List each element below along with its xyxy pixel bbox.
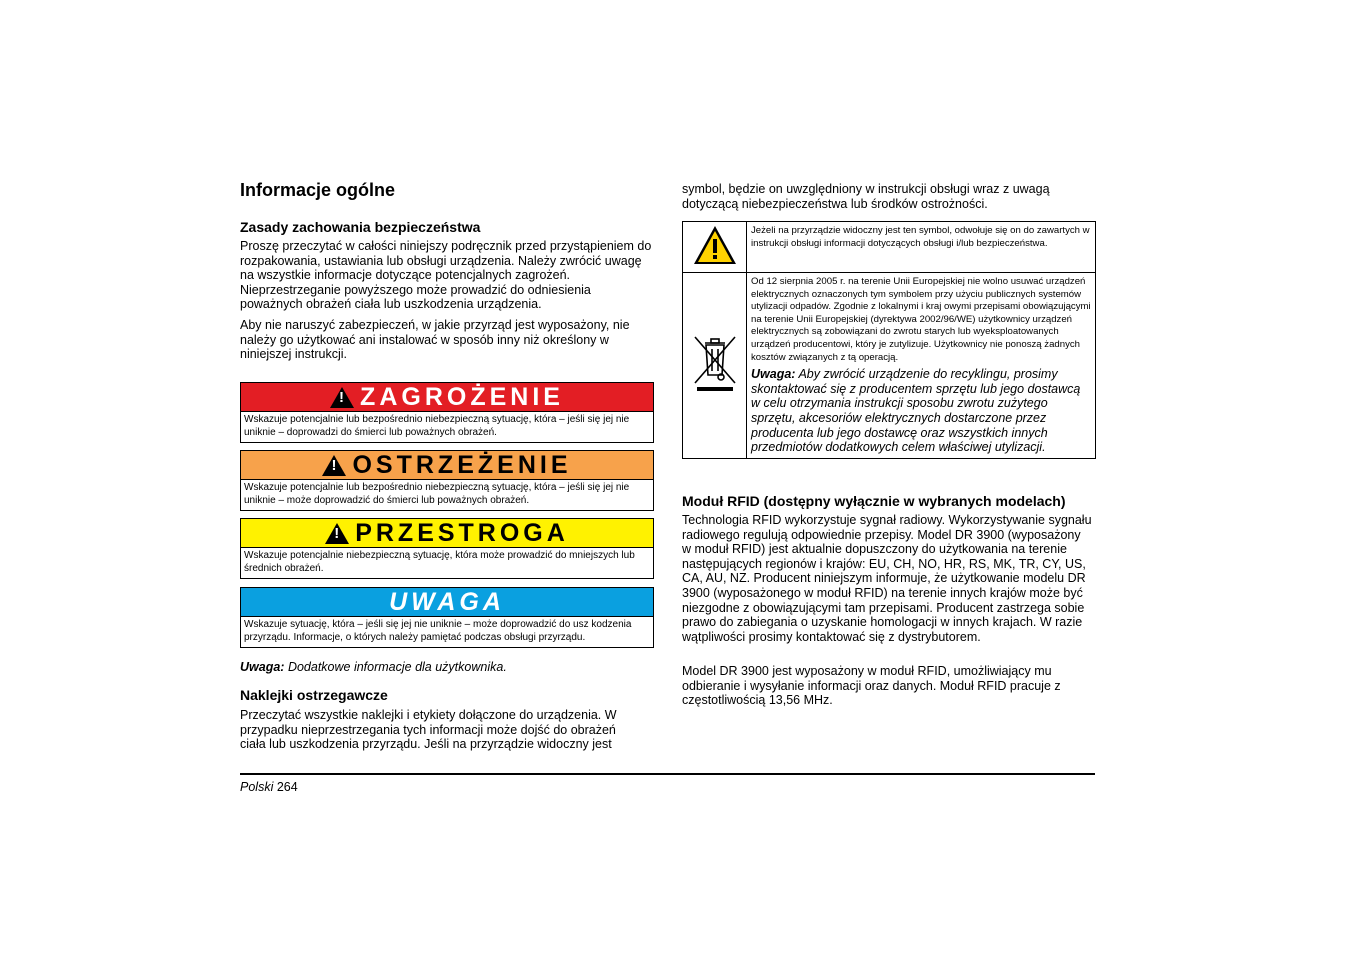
symbol-cell <box>683 222 747 273</box>
warning-band <box>241 451 653 480</box>
notice-box <box>240 587 654 648</box>
symbols-table <box>682 221 1096 459</box>
caution-description: Wskazuje potencjalnie niebezpieczną sytuację, która może prowadzić do mniejszych lub średnich obrażeń. <box>244 550 635 574</box>
warning-triangle-icon <box>322 455 346 476</box>
notice-band <box>241 588 653 617</box>
symbol-cell <box>683 273 747 459</box>
warning-description: Wskazuje potencjalnie lub bezpośrednio niebezpieczną sytuację, która – jeśli się jej nie uniknie – może doprowadzić do śmierci lub poważnych obrażeń. <box>244 482 630 506</box>
caution-label: PRZESTROGA <box>355 518 569 547</box>
weee-note-text: Aby zwrócić urządzenie do recyklingu, prosimy skontaktować się z producentem sprzętu lub jego dostawcą w celu otrzymania instrukcji sposobu zwrotu zużytego sprzętu, akcesoriów elektrycznych dostarczone przez producenta lub jego dostawcę oraz wszystkich innych przedmiotów dodatkowych celem właściwej utylizacji. <box>751 367 1081 455</box>
page-number: 264 <box>276 780 298 794</box>
user-note-label: Uwaga: <box>240 660 285 674</box>
warning-box <box>240 450 654 511</box>
warning-triangle-icon <box>692 224 738 266</box>
labels-heading: Naklejki ostrzegawcze <box>240 687 388 703</box>
danger-label: ZAGROŻENIE <box>360 382 564 411</box>
footer-language: Polski <box>240 780 274 794</box>
warning-triangle-icon <box>330 387 354 408</box>
crossed-bin-icon <box>691 333 739 393</box>
rfid-paragraph-1: Technologia RFID wykorzystuje sygnał radiowy. Wykorzystywanie sygnału radiowego regulują odpowiednie przepisy. Model DR 3900 (wyposażony w moduł RFID) jest aktualnie dopuszczony do użytkowania na terenie następujących regionów i krajów: EU, CH, NO, HR, RS, MK, TR, CY, US, CA, AU, NZ. Producent niniejszym informuje, że użytkowanie modelu DR 3900 (wyposażonego w moduł RFID) na terenie innych krajów może być niezgodne z obowiązującymi tam przepisami. Producent zastrzega sobie prawo do zabiegania o uzyskanie homologacji w innych krajach. W razie wątpliwości prosimy kontaktować się z dystrybutorem. <box>682 513 1092 644</box>
symbol-description <box>747 273 1096 459</box>
safety-paragraph-1: Proszę przeczytać w całości niniejszy podręcznik przed przystąpieniem do rozpakowania, ustawiania lub obsługi urządzenia. Należy zwrócić uwagę na wszystkie informacje dotyczące potencjalnych zagrożeń. Nieprzestrzeganie powyższego może prowadzić do odniesienia poważnych obrażeń ciała lub uszkodzenia urządzenia. <box>240 239 652 312</box>
warning-triangle-icon <box>325 523 349 544</box>
footer-rule <box>240 773 1095 775</box>
user-note-text: Dodatkowe informacje dla użytkownika. <box>287 660 507 674</box>
weee-text: Od 12 sierpnia 2005 r. na terenie Unii Europejskiej nie wolno usuwać urządzeń elektrycznych oznaczonych tym symbolem przy użyciu publicznych systemów utylizacji odpadów. Zgodnie z lokalnymi i kraj owymi przepisami obowiązującymi na terenie Unii Europejskiej (dyrektywa 2002/96/WE) użytkownicy urządzeń elektrycznych są zobowiązani do zwrotu starych lub wyeksploatowanych urządzeń producentowi, który je zutylizuje. Użytkownicy nie ponoszą żadnych kosztów związanych z tą operacją. <box>751 276 1091 363</box>
danger-band <box>241 383 653 412</box>
rfid-heading: Moduł RFID (dostępny wyłącznie w wybranych modelach) <box>682 493 1066 509</box>
caution-box <box>240 518 654 579</box>
table-row <box>683 222 1096 273</box>
weee-note-label: Uwaga: <box>751 367 796 382</box>
safety-paragraph-2: Aby nie naruszyć zabezpieczeń, w jakie przyrząd jest wyposażony, nie należy go użytkować ani instalować w sposób inny niż określony w niniejszej instrukcji. <box>240 318 630 362</box>
labels-paragraph-continued: symbol, będzie on uwzględniony w instrukcji obsługi wraz z uwagą dotyczącą niebezpieczeństwa lub środków ostrożności. <box>682 182 1050 211</box>
user-note <box>240 660 654 675</box>
rfid-paragraph-2: Model DR 3900 jest wyposażony w moduł RFID, umożliwiający mu odbieranie i wysyłanie informacji oraz danych. Moduł RFID pracuje z częstotliwością 13,56 MHz. <box>682 664 1061 708</box>
table-row <box>683 273 1096 459</box>
labels-paragraph: Przeczytać wszystkie naklejki i etykiety dołączone do urządzenia. W przypadku nieprzestrzegania tych informacji może dojść do obrażeń ciała lub uszkodzenia przyrządu. Jeśli na przyrządzie widoczny jest <box>240 708 617 752</box>
caution-band <box>241 519 653 548</box>
page-title: Informacje ogólne <box>240 180 396 200</box>
symbol-description: Jeżeli na przyrządzie widoczny jest ten symbol, odwołuje się on do zawartych w instrukcji obsługi informacji dotyczących obsługi i/lub bezpieczeństwa. <box>747 222 1096 273</box>
footer <box>240 780 298 794</box>
danger-box <box>240 382 654 443</box>
safety-heading: Zasady zachowania bezpieczeństwa <box>240 219 481 235</box>
warning-label: OSTRZEŻENIE <box>352 450 572 479</box>
notice-description: Wskazuje sytuację, która – jeśli się jej nie uniknie – może doprowadzić do usz kodzenia przyrządu. Informacje, o których należy pamiętać podczas obsługi przyrządu. <box>244 619 632 643</box>
weee-note <box>751 367 1091 455</box>
danger-description: Wskazuje potencjalnie lub bezpośrednio niebezpieczną sytuację, która – jeśli się jej nie uniknie – doprowadzi do śmierci lub poważnych obrażeń. <box>244 414 630 438</box>
notice-label: UWAGA <box>389 587 505 616</box>
